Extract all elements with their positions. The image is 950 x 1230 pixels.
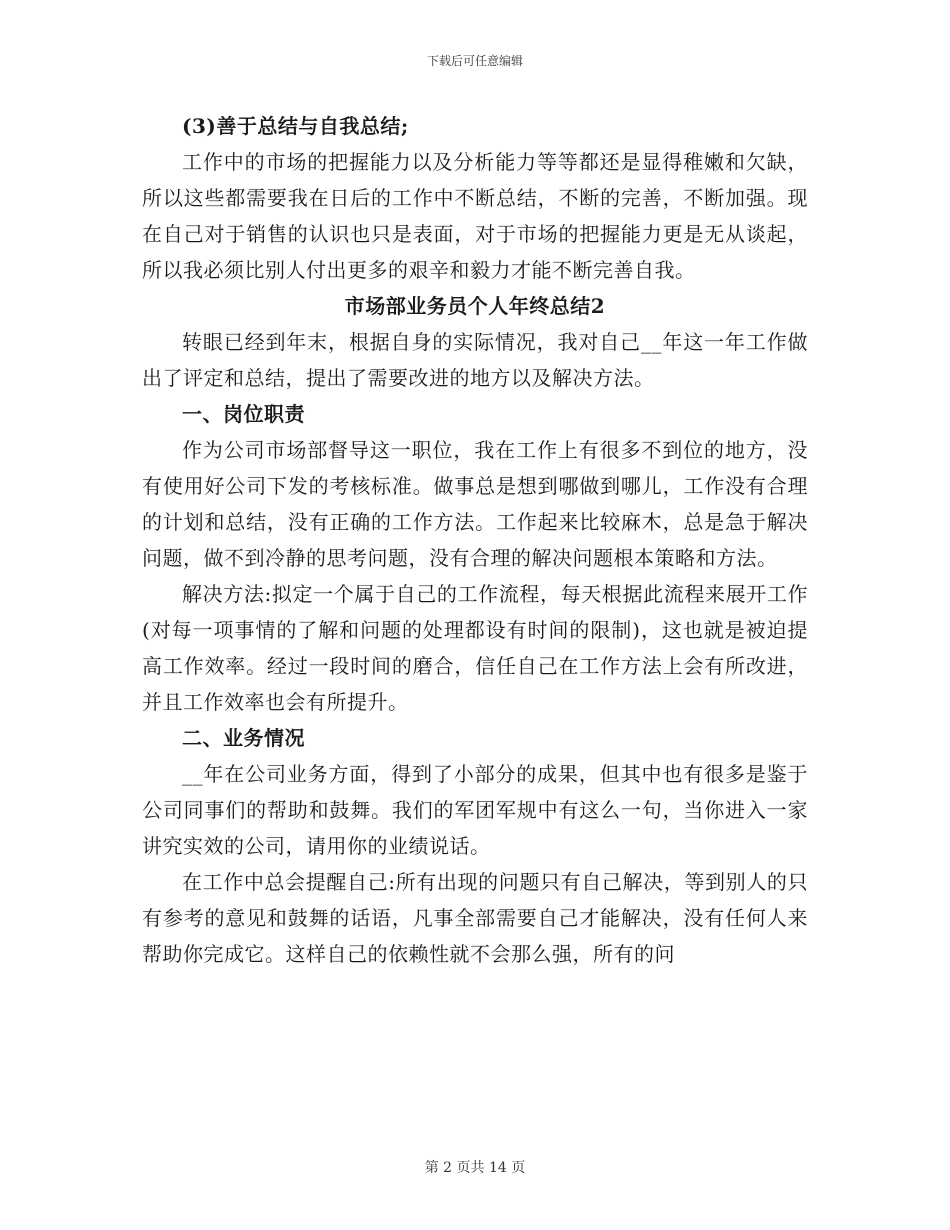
section-heading: (3)善于总结与自我总结; xyxy=(182,114,409,138)
page-header: 下载后可任意编辑 xyxy=(426,54,523,68)
paragraph: __年在公司业务方面，得到了小部分的成果，但其中也有很多是鉴于公司同事们的帮助和鼓舞。我们的军团军规中有这么一句，当你进入一家讲究实效的公司，请用你的业绩说话。 xyxy=(142,762,808,858)
paragraph: 转眼已经到年末，根据自身的实际情况，我对自己__年这一年工作做出了评定和总结，提出了需要改进的地方以及解决方法。 xyxy=(142,330,808,390)
section-heading: 二、业务情况 xyxy=(182,726,305,750)
paragraph: 解决方法:拟定一个属于自己的工作流程，每天根据此流程来展开工作(对每一项事情的了解和问题的处理都设有时间的限制)，这也就是被迫提高工作效率。经过一段时间的磨合，信任自己在工作方法上会有所改进，并且工作效率也会有所提升。 xyxy=(142,582,808,714)
page-footer: 第 2 页共 14 页 xyxy=(424,1160,526,1176)
document-body xyxy=(142,108,808,972)
paragraph: 工作中的市场的把握能力以及分析能力等等都还是显得稚嫩和欠缺，所以这些都需要我在日后的工作中不断总结，不断的完善，不断加强。现在自己对于销售的认识也只是表面，对于市场的把握能力更是无从谈起，所以我必须比别人付出更多的艰辛和毅力才能不断完善自我。 xyxy=(142,150,808,282)
paragraph: 在工作中总会提醒自己:所有出现的问题只有自己解决，等到别人的只有参考的意见和鼓舞的话语，凡事全部需要自己才能解决，没有任何人来帮助你完成它。这样自己的依赖性就不会那么强，所有的问 xyxy=(142,870,808,966)
section-heading: 一、岗位职责 xyxy=(182,402,305,426)
paragraph: 作为公司市场部督导这一职位，我在工作上有很多不到位的地方，没有使用好公司下发的考核标准。做事总是想到哪做到哪儿，工作没有合理的计划和总结，没有正确的工作方法。工作起来比较麻木，总是急于解决问题，做不到冷静的思考问题，没有合理的解决问题根本策略和方法。 xyxy=(142,438,808,570)
document-title: 市场部业务员个人年终总结2 xyxy=(344,294,606,318)
